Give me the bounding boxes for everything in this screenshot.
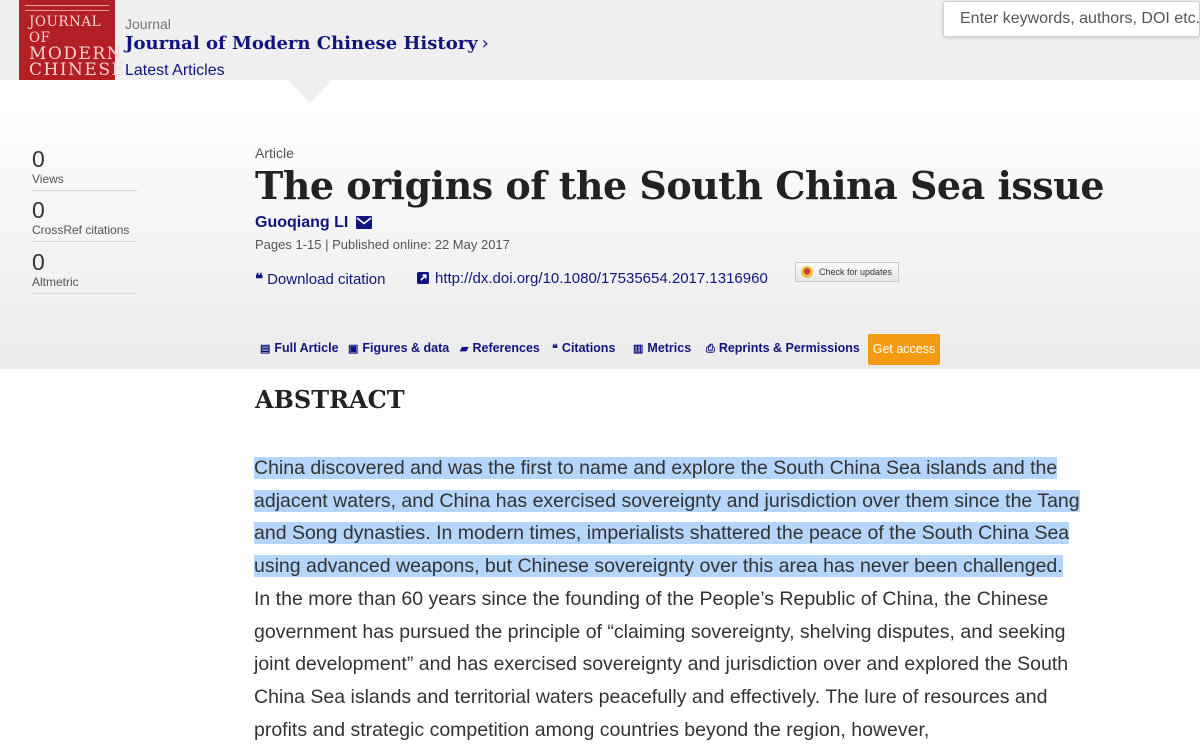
- tab-label: Metrics: [647, 341, 692, 355]
- tab-references[interactable]: [460, 341, 540, 355]
- tab-figures-data[interactable]: [348, 341, 449, 355]
- tab-metrics[interactable]: [633, 341, 691, 355]
- selected-text[interactable]: China discovered and was the first to name and explore the South China Sea islands and the adjacent waters, and China has exercised sovereignty and jurisdiction over them since the Tang and Song dynasties. In modern times, imperialists shattered the peace of the South China Sea using advanced weapons, but Chinese sovereignty over this area has never been challenged.: [254, 457, 1080, 578]
- envelope-icon[interactable]: [356, 216, 372, 229]
- stat-value: 0: [32, 197, 45, 223]
- stat-crossref[interactable]: [32, 197, 137, 242]
- article-type: Article: [255, 145, 294, 161]
- cover-line-3: CHINESE: [29, 60, 126, 80]
- tab-full-article[interactable]: [260, 341, 339, 355]
- journal-name-text: Journal of Modern Chinese History: [125, 33, 478, 54]
- download-citation-label: Download citation: [267, 271, 386, 288]
- abstract-heading: ABSTRACT: [255, 385, 405, 414]
- article-header-band: [0, 103, 1200, 369]
- image-icon: ▣: [348, 343, 359, 355]
- tab-reprints-permissions[interactable]: [706, 341, 860, 356]
- document-icon: ▤: [260, 343, 271, 355]
- author-link[interactable]: [255, 214, 372, 232]
- stat-views: [32, 146, 137, 191]
- tab-label: Figures & data: [362, 341, 450, 355]
- check-for-updates-button[interactable]: [795, 262, 899, 282]
- tab-label: Full Article: [274, 341, 339, 355]
- external-link-icon: [417, 272, 429, 284]
- bar-chart-icon: ▥: [633, 343, 644, 355]
- tab-label: References: [472, 341, 540, 355]
- quote-icon: ❝: [552, 343, 558, 355]
- stat-label: Altmetric: [32, 275, 79, 289]
- abstract-rest: In the more than 60 years since the founding of the People’s Republic of China, the Chinese government has pursued the principle of “claiming sovereignty, shelving disputes, and seeking joint development” and has exercised sovereignty and jurisdiction over and explored the South China Sea islands and territorial waters peacefully and effectively. The lure of resources and profits and strategic competition among countries beyond the region, however,: [254, 587, 1069, 741]
- stat-value: 0: [32, 146, 45, 172]
- get-access-button[interactable]: Get access: [868, 334, 940, 365]
- author-name: Guoqiang LI: [255, 214, 349, 231]
- abstract-text: [254, 452, 1084, 746]
- tab-label: Citations: [561, 341, 616, 355]
- quote-icon: ❝: [255, 271, 264, 288]
- tab-label: Reprints & Permissions: [718, 341, 860, 355]
- stat-altmetric[interactable]: [32, 249, 137, 294]
- publication-info: Pages 1-15 | Published online: 22 May 2017: [255, 237, 510, 252]
- tab-citations[interactable]: [552, 341, 615, 355]
- search-input[interactable]: [943, 1, 1200, 37]
- check-updates-label: Check for updates: [819, 267, 893, 277]
- header-pointer: [288, 80, 332, 103]
- doi-link[interactable]: [417, 270, 768, 287]
- journal-label: Journal: [125, 16, 171, 32]
- stat-value: 0: [32, 249, 45, 275]
- journal-cover-image[interactable]: [19, 0, 126, 80]
- article-title: The origins of the South China Sea issue: [255, 163, 1104, 208]
- chevron-right-icon: ›: [481, 33, 489, 54]
- cover-line-2: MODERN: [29, 44, 124, 64]
- cover-decoration: [25, 5, 109, 11]
- print-icon: ⎙: [706, 343, 715, 355]
- crossmark-icon: [801, 266, 813, 278]
- doi-text: http://dx.doi.org/10.1080/17535654.2017.1316960: [435, 270, 768, 287]
- stat-label: CrossRef citations: [32, 223, 130, 237]
- stat-label: Views: [32, 172, 64, 186]
- cover-line-1: JOURNAL OF: [29, 14, 102, 46]
- latest-articles-link[interactable]: Latest Articles: [125, 62, 225, 79]
- cover-title: [29, 14, 125, 78]
- download-citation-link[interactable]: [255, 270, 385, 288]
- journal-header: [0, 0, 1200, 80]
- book-icon: ▰: [460, 343, 469, 355]
- journal-name-link[interactable]: [125, 33, 489, 54]
